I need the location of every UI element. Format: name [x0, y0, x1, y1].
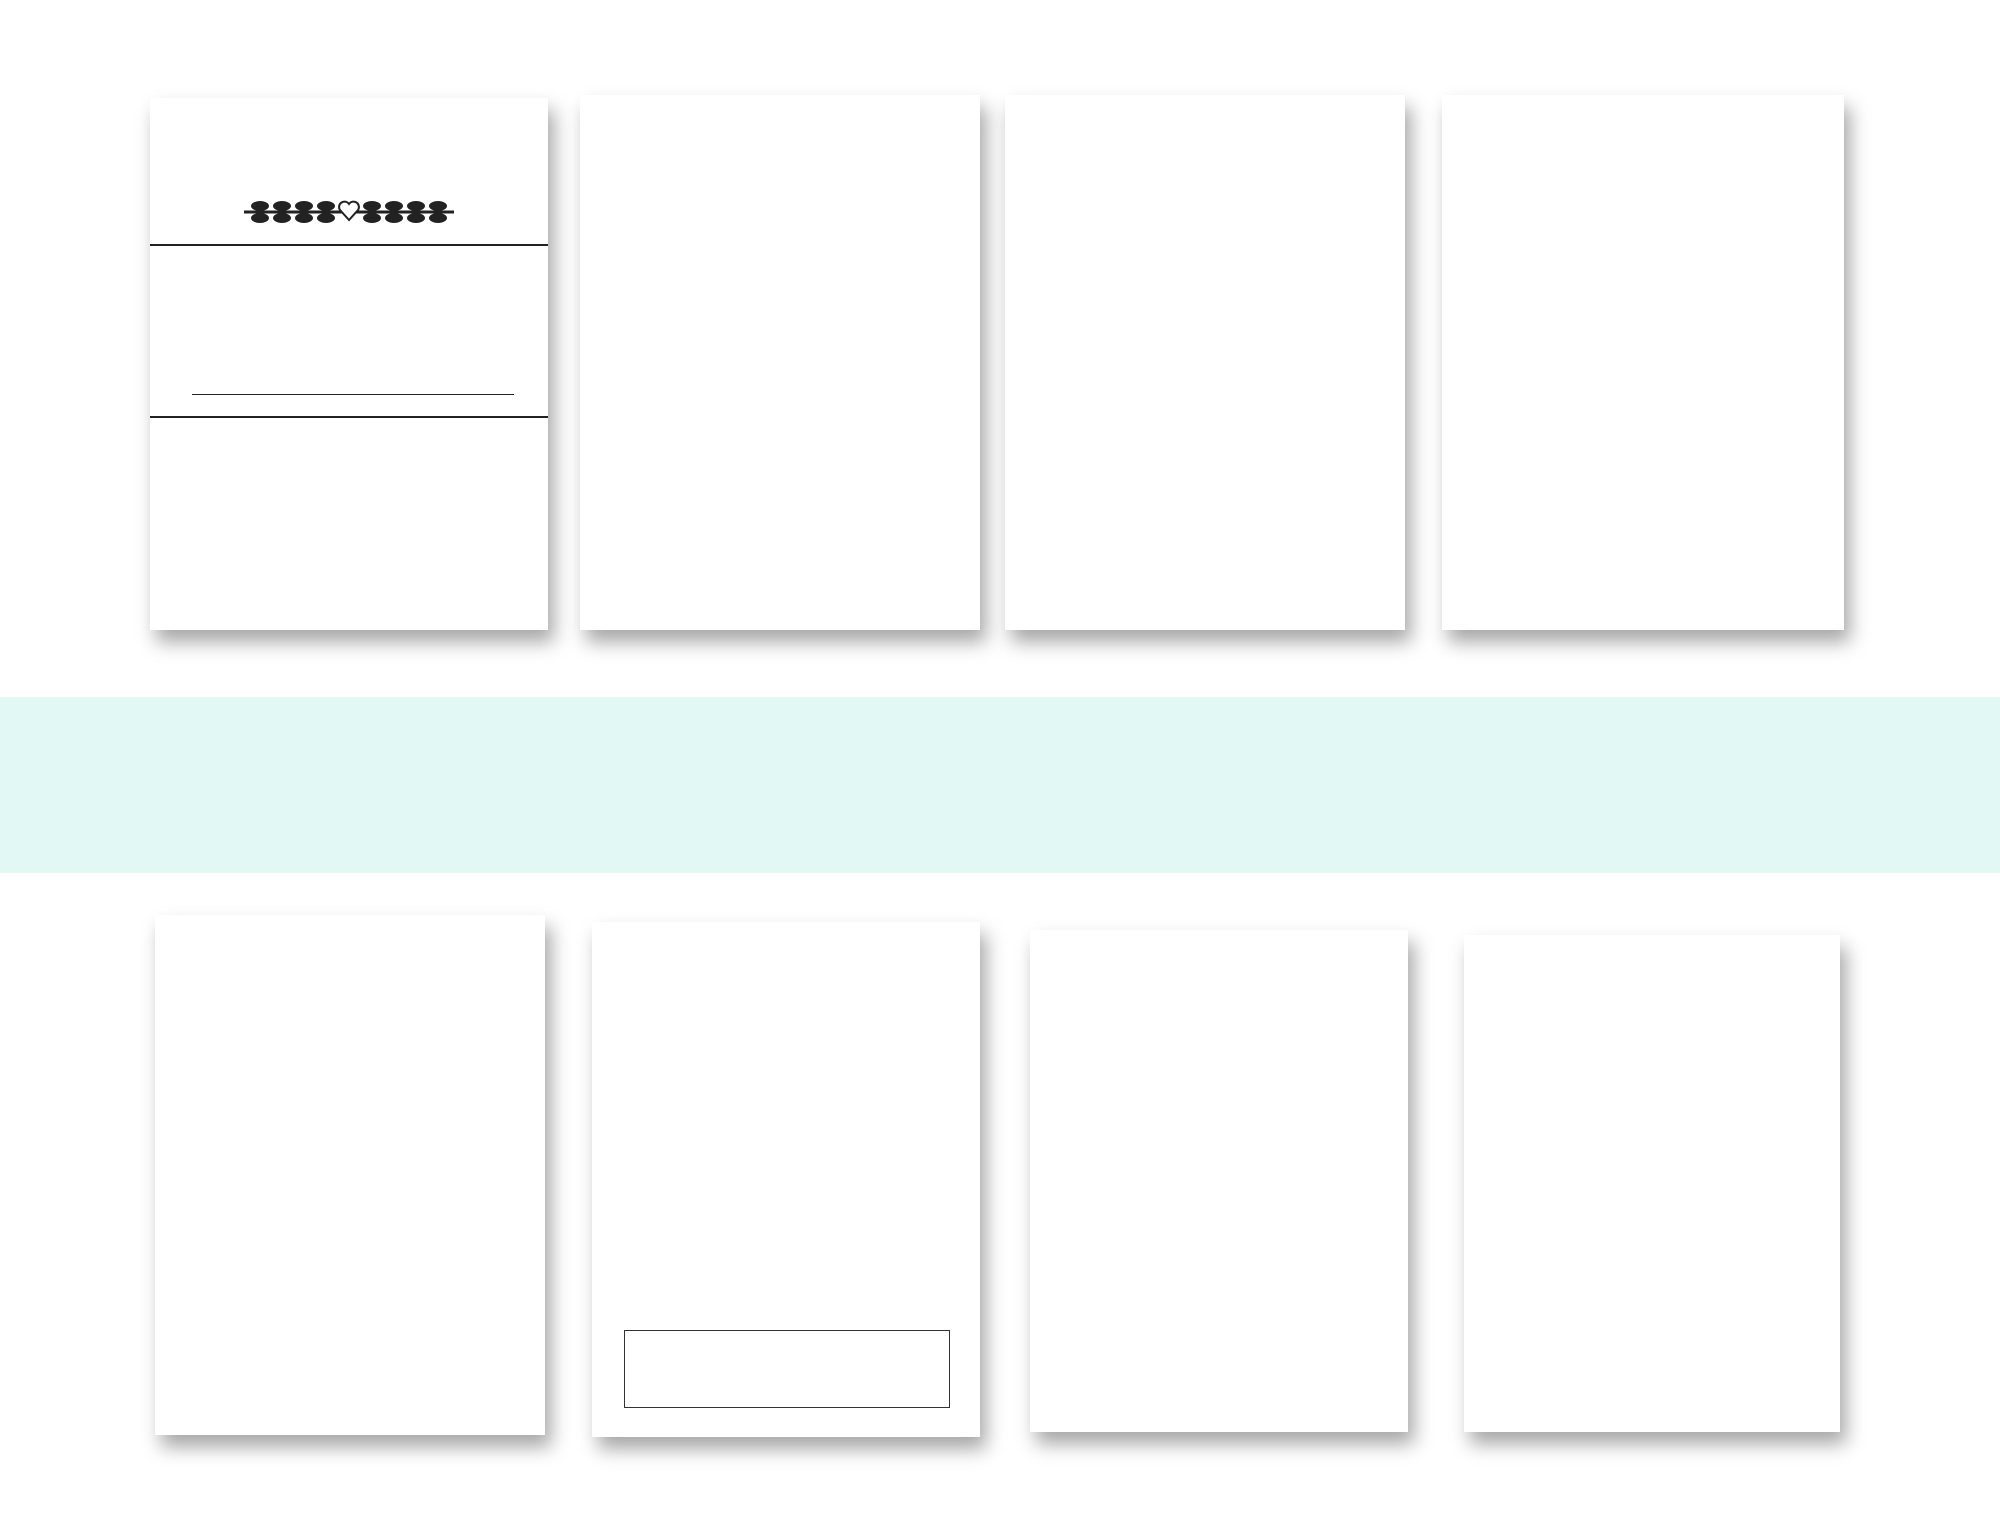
cover-page: [150, 98, 548, 630]
year-glance-page-1: [580, 95, 980, 630]
banner-text: [0, 697, 2000, 873]
monthly-themes-page: [1442, 95, 1844, 630]
divider: [150, 416, 548, 418]
banner: [0, 697, 2000, 873]
monthly-themes-table: [1465, 144, 1821, 614]
weekly-schedule-page: [155, 915, 545, 1435]
name-line: [192, 394, 514, 395]
attendance-log-page-1: [1030, 930, 1408, 1432]
year-glance-page-2: [1005, 95, 1405, 630]
notes-box: [624, 1330, 950, 1408]
daily-schedule-page: [592, 922, 980, 1437]
laurel-heart-icon: [240, 190, 458, 230]
divider: [150, 244, 548, 246]
attendance-log-page-2: [1464, 935, 1840, 1432]
